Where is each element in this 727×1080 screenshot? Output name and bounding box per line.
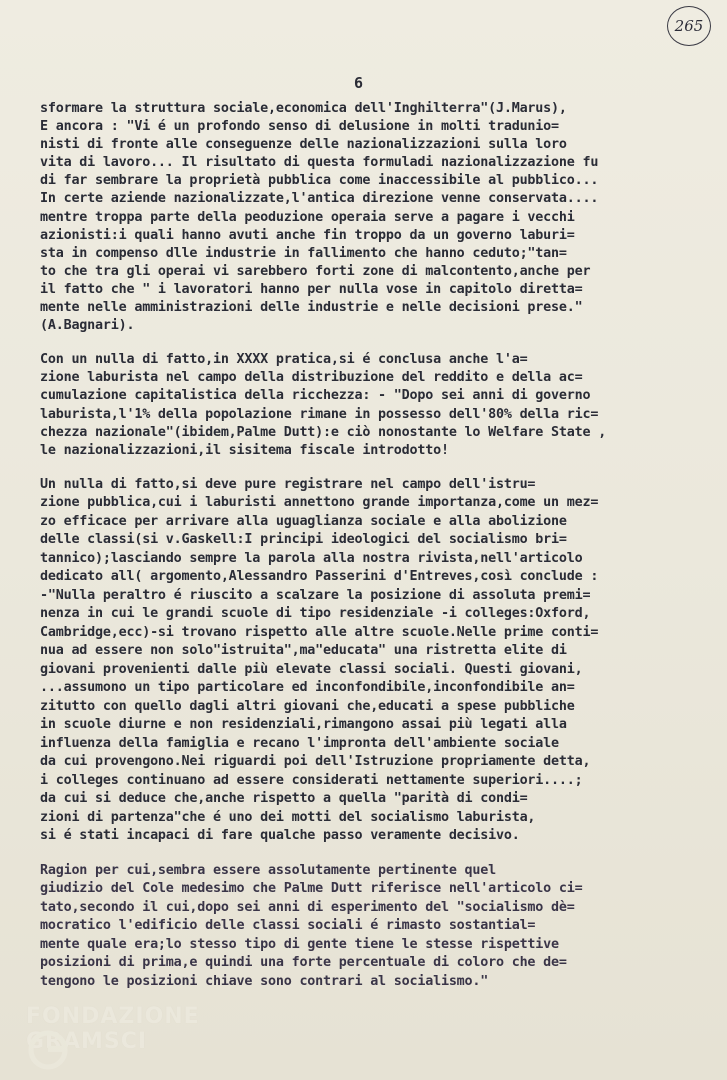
text-line: nisti di fronte alle conseguenze delle nazionalizzazioni sulla loro bbox=[40, 137, 567, 153]
text-line: giovani provenienti dalle più elevate classi sociali. Questi giovani, bbox=[40, 661, 583, 677]
text-line: mente nelle amministrazioni delle industrie e nelle decisioni prese." bbox=[40, 300, 583, 316]
text-line: Un nulla di fatto,si deve pure registrare nel campo dell'istru= bbox=[40, 476, 536, 492]
text-line: il fatto che " i lavoratori hanno per nulla vose in capitolo diretta= bbox=[40, 281, 583, 297]
text-line: Con un nulla di fatto,in XXXX pratica,si é conclusa anche l'a= bbox=[40, 352, 528, 368]
text-line: nua ad essere non solo"istruita",ma"educata" una ristretta elite di bbox=[40, 643, 567, 659]
text-line: i colleges continuano ad essere considerati nettamente superiori....; bbox=[40, 772, 583, 788]
text-line: mentre troppa parte della peoduzione operaia serve a pagare i vecchi bbox=[40, 209, 575, 225]
text-line: dedicato all( argomento,Alessandro Passerini d'Entreves,così conclude : bbox=[40, 569, 599, 585]
archive-number-stamp: 265 bbox=[667, 6, 711, 46]
text-line: nenza in cui le grandi scuole di tipo residenziale -i colleges:Oxford, bbox=[40, 606, 591, 622]
text-line: da cui si deduce che,anche rispetto a quella "parità di condi= bbox=[40, 791, 528, 807]
text-line: to che tra gli operai vi sarebbero forti zone di malcontento,anche per bbox=[40, 263, 591, 279]
text-line: mente quale era;lo stesso tipo di gente tiene le stesse rispettive bbox=[40, 936, 559, 952]
text-line: si é stati incapaci di fare qualche passo veramente decisivo. bbox=[40, 828, 520, 844]
text-line: (A.Bagnari). bbox=[40, 318, 135, 334]
text-line: In certe aziende nazionalizzate,l'antica direzione venne conservata.... bbox=[40, 191, 599, 207]
text-line: tengono le posizioni chiave sono contrari al socialismo." bbox=[40, 973, 489, 989]
text-line: giudizio del Cole medesimo che Palme Dutt riferisce nell'articolo ci= bbox=[40, 881, 583, 897]
watermark-emblem-icon bbox=[26, 1028, 86, 1072]
paragraph bbox=[40, 100, 700, 335]
text-line: posizioni di prima,e quindi una forte percentuale di coloro che de= bbox=[40, 955, 567, 971]
text-line: sta in compenso dlle industrie in fallimento che hanno ceduto;"tan= bbox=[40, 245, 567, 261]
text-line: zione laburista nel campo della distribuzione del reddito e della ac= bbox=[40, 370, 583, 386]
text-line: delle classi(si v.Gaskell:I principi ideologici del socialismo bri= bbox=[40, 532, 567, 548]
text-line: azionisti:i quali hanno avuti anche fin troppo da un governo laburi= bbox=[40, 227, 575, 243]
text-line: zitutto con quello dagli altri giovani che,educati a spese pubbliche bbox=[40, 698, 575, 714]
typewritten-body bbox=[40, 100, 700, 1007]
text-line: influenza della famiglia e recano l'impronta dell'ambiente sociale bbox=[40, 735, 559, 751]
text-line: E ancora : "Vi é un profondo senso di delusione in molti tradunio= bbox=[40, 119, 559, 135]
paragraph bbox=[40, 476, 700, 846]
text-line: ...assumono un tipo particolare ed inconfondibile,inconfondibile an= bbox=[40, 680, 575, 696]
paragraph bbox=[40, 862, 700, 992]
text-line: cumulazione capitalistica della ricchezza: - "Dopo sei anni di governo bbox=[40, 388, 591, 404]
watermark-logo bbox=[26, 1002, 200, 1072]
paragraph bbox=[40, 351, 700, 460]
text-line: zioni di partenza"che é uno dei motti del socialismo laburista, bbox=[40, 809, 536, 825]
text-line: le nazionalizzazioni,il sisitema fiscale introdotto! bbox=[40, 442, 449, 458]
text-line: Cambridge,ecc)-si trovano rispetto alle altre scuole.Nelle prime conti= bbox=[40, 624, 599, 640]
text-line: chezza nazionale"(ibidem,Palme Dutt):e ciò nonostante lo Welfare State , bbox=[40, 424, 607, 440]
text-line: -"Nulla peraltro é riuscito a scalzare la posizione di assoluta premi= bbox=[40, 587, 591, 603]
watermark-text: FONDAZIONE GRAMSCI bbox=[26, 1004, 200, 1054]
text-line: di far sembrare la proprietà pubblica come inaccessibile al pubblico... bbox=[40, 173, 599, 189]
text-line: da cui provengono.Nei riguardi poi dell'Istruzione propriamente detta, bbox=[40, 754, 591, 770]
text-line: tato,secondo il cui,dopo sei anni di esperimento del "socialismo dè= bbox=[40, 899, 575, 915]
page-number: 6 bbox=[354, 74, 364, 92]
text-line: sformare la struttura sociale,economica dell'Inghilterra"(J.Marus), bbox=[40, 101, 567, 116]
text-line: vita di lavoro... Il risultato di questa formuladi nazionalizzazione fu bbox=[40, 155, 599, 171]
text-line: laburista,l'1% della popolazione rimane in possesso dell'80% della ric= bbox=[40, 406, 599, 422]
text-line: in scuole diurne e non residenziali,rimangono assai più legati alla bbox=[40, 717, 567, 733]
text-line: mocratico l'edificio delle classi sociali é rimasto sostantial= bbox=[40, 918, 536, 934]
text-line: zo efficace per arrivare alla uguaglianza sociale e alla abolizione bbox=[40, 513, 567, 529]
text-line: tannico);lasciando sempre la parola alla nostra rivista,nell'articolo bbox=[40, 550, 583, 566]
text-line: zione pubblica,cui i laburisti annettono grande importanza,come un mez= bbox=[40, 495, 599, 511]
text-line: Ragion per cui,sembra essere assolutamente pertinente quel bbox=[40, 862, 496, 878]
